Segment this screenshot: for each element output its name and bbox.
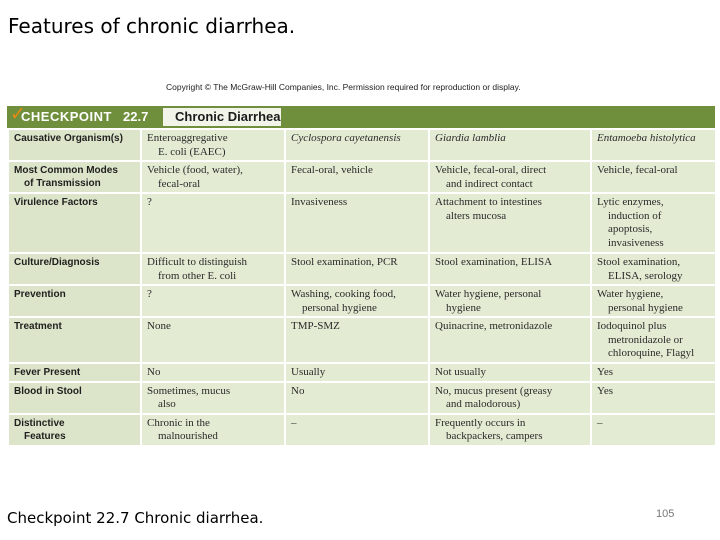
cell-line: Difficult to distinguish	[147, 256, 248, 268]
table-cell	[591, 161, 716, 193]
table-row	[8, 285, 716, 317]
cell-line: metronidazole or	[608, 333, 683, 346]
table-cell	[285, 253, 429, 285]
table-cell	[141, 317, 285, 363]
table-cell	[141, 382, 285, 414]
cell-line: Iodoquinol plus	[597, 320, 667, 332]
table-cell	[591, 193, 716, 253]
cell-line: Usually	[291, 366, 326, 378]
copyright-notice: Copyright © The McGraw-Hill Companies, Inc. Permission required for reproduction or display.	[166, 82, 521, 92]
row-header	[8, 317, 141, 363]
slide-caption: Checkpoint 22.7 Chronic diarrhea.	[7, 509, 264, 527]
cell-line: Cyclospora cayetanensis	[291, 132, 401, 144]
cell-line: No	[291, 384, 305, 397]
table-cell	[285, 414, 429, 446]
row-header-line: Most Common Modes	[14, 165, 118, 176]
table-cell	[141, 285, 285, 317]
table-row	[8, 193, 716, 253]
checkpoint-name-box	[163, 108, 281, 126]
cell-line: ELISA, serology	[608, 269, 683, 282]
table-row	[8, 414, 716, 446]
cell-line: ?	[147, 196, 152, 208]
cell-line: Stool examination,	[597, 256, 681, 268]
table-cell	[429, 253, 591, 285]
cell-line: backpackers, campers	[446, 430, 543, 442]
row-header-line: Fever Present	[14, 367, 81, 378]
checkmark-icon: ✓	[10, 103, 26, 125]
checkpoint-name: Chronic Diarrhea	[175, 109, 281, 124]
table-cell	[591, 363, 716, 382]
cell-line: apoptosis,	[608, 223, 653, 235]
table-cell	[429, 129, 591, 161]
table-cell	[429, 161, 591, 193]
cell-line: also	[158, 398, 176, 410]
table-cell	[285, 193, 429, 253]
table-cell	[591, 317, 716, 363]
cell-line: No	[147, 366, 161, 378]
table-cell	[285, 285, 429, 317]
cell-line: alters mucosa	[446, 209, 507, 222]
row-header-line: Virulence Factors	[14, 197, 98, 208]
cell-line: Giardia lamblia	[435, 132, 506, 144]
table-row	[8, 161, 716, 193]
row-header-line: Distinctive	[14, 417, 65, 429]
row-header	[8, 285, 141, 317]
cell-line: Frequently occurs in	[435, 416, 526, 429]
row-header-line: Culture/Diagnosis	[14, 257, 100, 268]
cell-line: Yes	[597, 366, 614, 378]
table-cell	[285, 317, 429, 363]
row-header-line: of Transmission	[24, 178, 101, 189]
cell-line: Sometimes, mucus	[147, 384, 231, 397]
row-header	[8, 129, 141, 161]
slide-title: Features of chronic diarrhea.	[8, 14, 296, 38]
cell-line: Stool examination, ELISA	[435, 256, 553, 268]
cell-line: personal hygiene	[302, 301, 377, 314]
table-cell	[429, 193, 591, 253]
chronic-diarrhea-table	[7, 128, 717, 447]
table-row	[8, 253, 716, 285]
row-header	[8, 414, 141, 446]
cell-line: Entamoeba histolytica	[597, 132, 696, 144]
table-cell	[591, 382, 716, 414]
cell-line: Attachment to intestines	[435, 196, 542, 208]
cell-line: hygiene	[446, 301, 481, 314]
cell-line: Fecal-oral, vehicle	[291, 164, 373, 176]
row-header-line: Treatment	[14, 321, 62, 332]
cell-line: –	[291, 416, 297, 429]
cell-line: induction of	[608, 209, 662, 222]
checkpoint-table-figure	[7, 103, 715, 452]
table-cell	[429, 414, 591, 446]
cell-line: Invasiveness	[291, 196, 348, 208]
cell-line: personal hygiene	[608, 301, 683, 314]
checkpoint-badge	[7, 103, 165, 128]
table-cell	[285, 129, 429, 161]
cell-line: chloroquine, Flagyl	[608, 347, 695, 359]
cell-line: and malodorous)	[446, 398, 521, 410]
table-row	[8, 382, 716, 414]
cell-line: ?	[147, 288, 152, 300]
table-cell	[429, 382, 591, 414]
cell-line: –	[597, 416, 603, 429]
cell-line: from other E. coli	[158, 269, 237, 282]
row-header	[8, 253, 141, 285]
cell-line: TMP-SMZ	[291, 320, 340, 332]
row-header	[8, 363, 141, 382]
checkpoint-label: CHECKPOINT	[21, 109, 112, 124]
cell-line: invasiveness	[608, 236, 664, 249]
cell-line: Enteroaggregative	[147, 132, 228, 144]
checkpoint-number: 22.7	[123, 109, 149, 124]
table-cell	[429, 285, 591, 317]
table-cell	[141, 363, 285, 382]
cell-line: fecal-oral	[158, 177, 201, 190]
cell-line: Vehicle, fecal-oral, direct	[435, 164, 547, 176]
table-cell	[591, 129, 716, 161]
cell-line: Water hygiene,	[597, 288, 664, 300]
row-header	[8, 382, 141, 414]
cell-line: Water hygiene, personal	[435, 288, 542, 300]
cell-line: Vehicle (food, water),	[147, 164, 243, 176]
cell-line: Stool examination, PCR	[291, 256, 398, 268]
table-cell	[141, 193, 285, 253]
table-cell	[141, 161, 285, 193]
row-header-line: Features	[24, 430, 66, 442]
cell-line: Vehicle, fecal-oral	[597, 164, 678, 176]
cell-line: No, mucus present (greasy	[435, 384, 553, 397]
table-cell	[285, 363, 429, 382]
table-cell	[591, 253, 716, 285]
cell-line: Quinacrine, metronidazole	[435, 320, 553, 332]
table-cell	[141, 414, 285, 446]
row-header-line: Prevention	[14, 289, 66, 300]
row-header-line: Causative Organism(s)	[14, 133, 123, 144]
table-cell	[285, 161, 429, 193]
table-cell	[141, 129, 285, 161]
table-row	[8, 317, 716, 363]
page-number: 105	[656, 508, 675, 520]
cell-line: Washing, cooking food,	[291, 288, 396, 300]
table-row	[8, 363, 716, 382]
table-cell	[429, 363, 591, 382]
row-header	[8, 193, 141, 253]
cell-line: Chronic in the	[147, 416, 210, 429]
row-header	[8, 161, 141, 193]
cell-line: E. coli (EAEC)	[158, 145, 226, 158]
row-header-line: Blood in Stool	[14, 385, 82, 397]
table-cell	[591, 285, 716, 317]
table-cell	[285, 382, 429, 414]
table-row	[8, 129, 716, 161]
cell-line: malnourished	[158, 430, 218, 442]
cell-line: None	[147, 320, 171, 332]
cell-line: and indirect contact	[446, 177, 533, 190]
cell-line: Not usually	[435, 366, 487, 378]
table-cell	[429, 317, 591, 363]
table-cell	[141, 253, 285, 285]
table-cell	[591, 414, 716, 446]
cell-line: Yes	[597, 384, 614, 397]
cell-line: Lytic enzymes,	[597, 196, 664, 208]
